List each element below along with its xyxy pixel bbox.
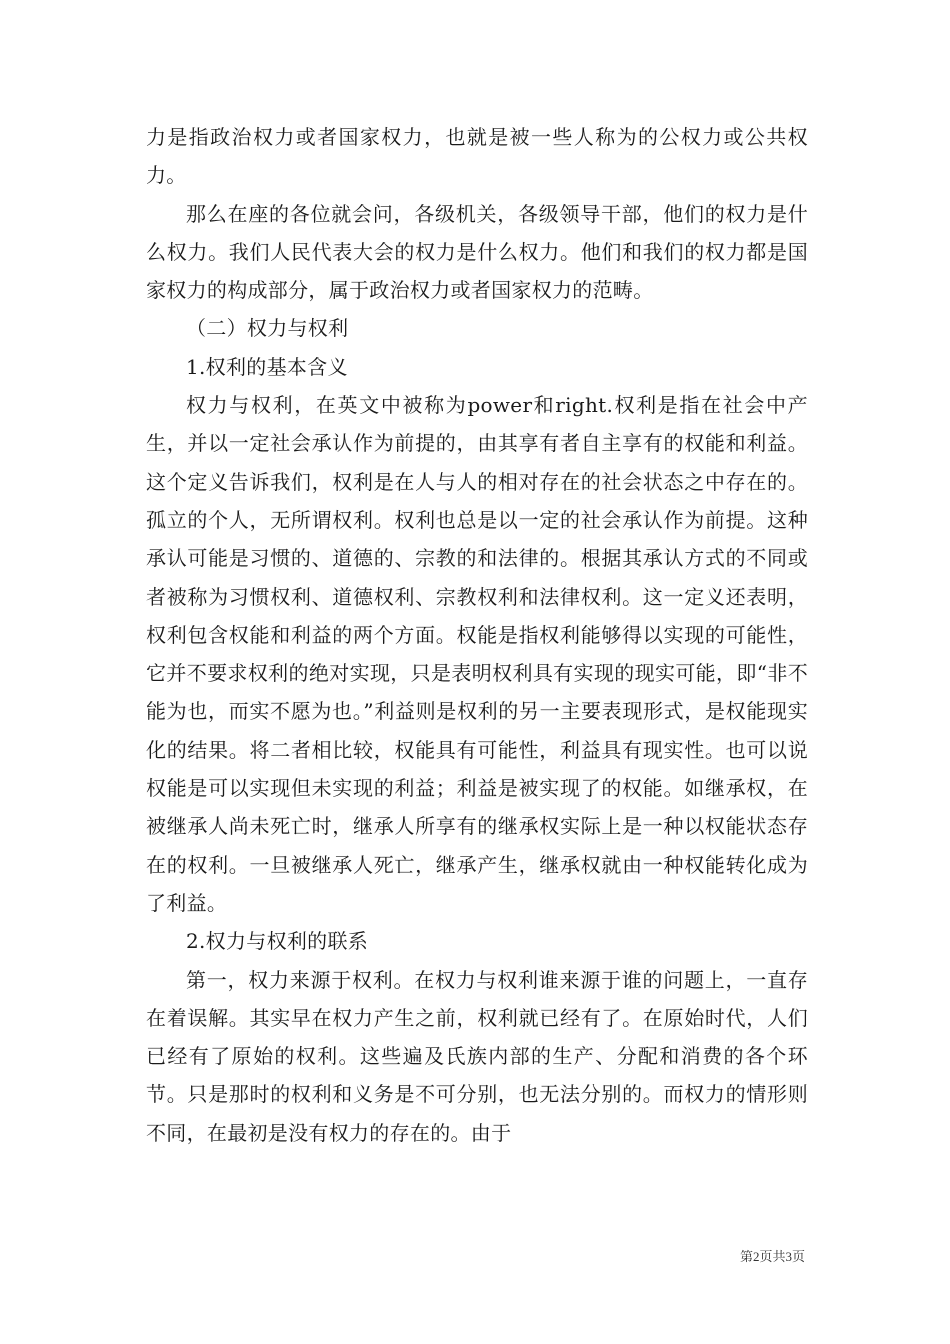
subsection-heading: 1.权利的基本含义 [186,354,348,379]
paragraph-first-point: 第一，权力来源于权利。在权力与权利谁来源于谁的问题上，一直存在着误解。其实早在权力产生之前，权利就已经有了。在原始时代，人们已经有了原始的权利。这些遍及氏族内部的生产、分配和消费的各个环节。只是那时的权利和义务是不可分别，也无法分别的。而权力的情形则不同，在最初是没有权力的存在的。由于 [146,967,808,1145]
page-number: 第2页共3页 [739,1249,805,1264]
paragraph-question: 那么在座的各位就会问，各级机关，各级领导干部，他们的权力是什么权力。我们人民代表大会的权力是什么权力。他们和我们的权力都是国家权力的构成部分，属于政治权力或者国家权力的范畴。 [146,201,808,303]
subsection-heading: 2.权力与权利的联系 [186,929,369,954]
document-body [146,118,808,1152]
paragraph-definition: 权力与权利，在英文中被称为power和right.权利是指在社会中产生，并以一定社会承认作为前提的，由其享有者自主享有的权能和利益。这个定义告诉我们，权利是在人与人的相对存在的社会状态之中存在的。孤立的个人，无所谓权利。权利也总是以一定的社会承认作为前提。这种承认可能是习惯的、道德的、宗教的和法律的。根据其承认方式的不同或者被称为习惯权利、道德权利、宗教权利和法律权利。这一定义还表明，权利包含权能和利益的两个方面。权能是指权利能够得以实现的可能性，它并不要求权利的绝对实现，只是表明权利具有实现的现实可能，即“非不能为也，而实不愿为也。”利益则是权利的另一主要表现形式，是权能现实化的结果。将二者相比较，权能具有可能性，利益具有现实性。也可以说权能是可以实现但未实现的利益；利益是被实现了的权能。如继承权，在被继承人尚未死亡时，继承人所享有的继承权实际上是一种以权能状态存在的权利。一旦被继承人死亡，继承产生，继承权就由一种权能转化成为了利益。 [146,393,808,915]
paragraph-continuation: 力是指政治权力或者国家权力，也就是被一些人称为的公权力或公共权力。 [146,125,808,188]
section-heading: （二）权力与权利 [186,316,349,341]
